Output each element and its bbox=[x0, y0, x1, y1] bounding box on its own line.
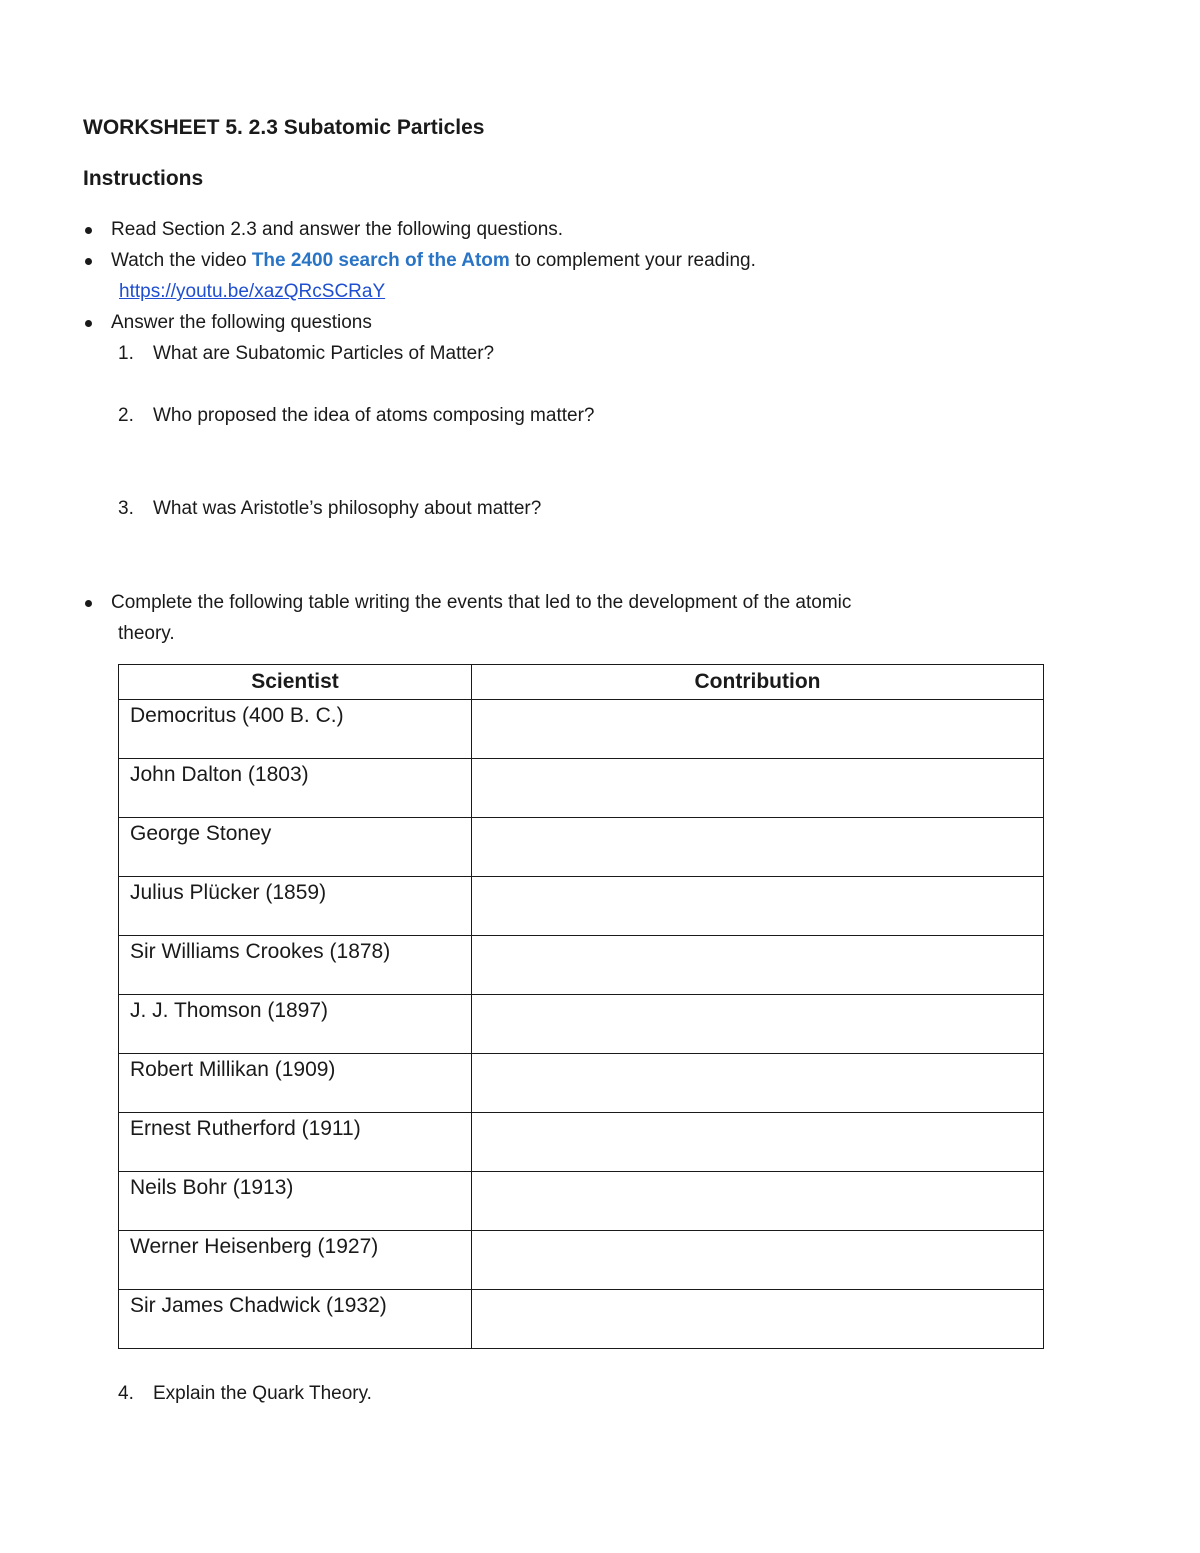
contribution-cell[interactable] bbox=[472, 936, 1044, 995]
video-title-link[interactable]: The 2400 search of the Atom bbox=[251, 250, 510, 271]
watch-prefix: Watch the video bbox=[111, 250, 252, 271]
table-row bbox=[119, 818, 1044, 877]
bullet-complete-line2: theory. bbox=[118, 623, 175, 644]
table-row bbox=[119, 1290, 1044, 1349]
scientist-cell: Democritus (400 B. C.) bbox=[119, 700, 472, 759]
table-row bbox=[119, 1054, 1044, 1113]
table-row bbox=[119, 877, 1044, 936]
contribution-cell[interactable] bbox=[472, 877, 1044, 936]
contribution-cell[interactable] bbox=[472, 1231, 1044, 1290]
question-number: 3. bbox=[118, 498, 134, 519]
question-item bbox=[118, 1382, 372, 1406]
watch-suffix: to complement your reading. bbox=[509, 250, 756, 271]
table-row bbox=[119, 700, 1044, 759]
header-scientist: Scientist bbox=[119, 665, 472, 700]
table-row bbox=[119, 936, 1044, 995]
table-row bbox=[119, 995, 1044, 1054]
table-row bbox=[119, 1113, 1044, 1172]
table-row bbox=[119, 1172, 1044, 1231]
scientist-cell: John Dalton (1803) bbox=[119, 759, 472, 818]
contribution-cell[interactable] bbox=[472, 995, 1044, 1054]
table-row bbox=[119, 759, 1044, 818]
question-number: 1. bbox=[118, 343, 134, 364]
table-header-row bbox=[119, 665, 1044, 700]
bullet-dot bbox=[85, 258, 92, 265]
contribution-cell[interactable] bbox=[472, 818, 1044, 877]
scientist-cell: Robert Millikan (1909) bbox=[119, 1054, 472, 1113]
contribution-cell[interactable] bbox=[472, 759, 1044, 818]
scientist-cell: Werner Heisenberg (1927) bbox=[119, 1231, 472, 1290]
scientist-cell: J. J. Thomson (1897) bbox=[119, 995, 472, 1054]
question-text: What are Subatomic Particles of Matter? bbox=[153, 343, 495, 364]
contribution-cell[interactable] bbox=[472, 1290, 1044, 1349]
scientist-cell: Ernest Rutherford (1911) bbox=[119, 1113, 472, 1172]
instructions-heading: Instructions bbox=[83, 167, 204, 190]
worksheet-title: WORKSHEET 5. 2.3 Subatomic Particles bbox=[83, 116, 485, 139]
bullet-answer: Answer the following questions bbox=[111, 312, 372, 333]
contribution-cell[interactable] bbox=[472, 1054, 1044, 1113]
table-row bbox=[119, 1231, 1044, 1290]
bullet-dot bbox=[85, 320, 92, 327]
contribution-cell[interactable] bbox=[472, 700, 1044, 759]
header-contribution: Contribution bbox=[472, 665, 1044, 700]
question-number: 2. bbox=[118, 405, 134, 426]
question-item bbox=[118, 342, 494, 366]
question-text: What was Aristotle’s philosophy about matter? bbox=[153, 498, 542, 519]
question-number: 4. bbox=[118, 1383, 134, 1404]
scientist-cell: Sir Williams Crookes (1878) bbox=[119, 936, 472, 995]
bullet-dot bbox=[85, 600, 92, 607]
bullet-read: Read Section 2.3 and answer the following questions. bbox=[111, 219, 564, 240]
video-url-link[interactable]: https://youtu.be/xazQRcSCRaY bbox=[119, 281, 386, 302]
atomic-theory-table bbox=[118, 664, 1044, 1349]
contribution-cell[interactable] bbox=[472, 1113, 1044, 1172]
question-item bbox=[118, 497, 541, 521]
scientist-cell: Neils Bohr (1913) bbox=[119, 1172, 472, 1231]
question-item bbox=[118, 404, 594, 428]
contribution-cell[interactable] bbox=[472, 1172, 1044, 1231]
bullet-watch bbox=[111, 249, 756, 273]
question-text: Explain the Quark Theory. bbox=[153, 1383, 372, 1404]
scientist-cell: George Stoney bbox=[119, 818, 472, 877]
scientist-cell: Julius Plücker (1859) bbox=[119, 877, 472, 936]
question-text: Who proposed the idea of atoms composing matter? bbox=[153, 405, 595, 426]
scientist-cell: Sir James Chadwick (1932) bbox=[119, 1290, 472, 1349]
bullet-dot bbox=[85, 227, 92, 234]
bullet-complete-line1: Complete the following table writing the events that led to the development of the atomic bbox=[111, 592, 852, 613]
